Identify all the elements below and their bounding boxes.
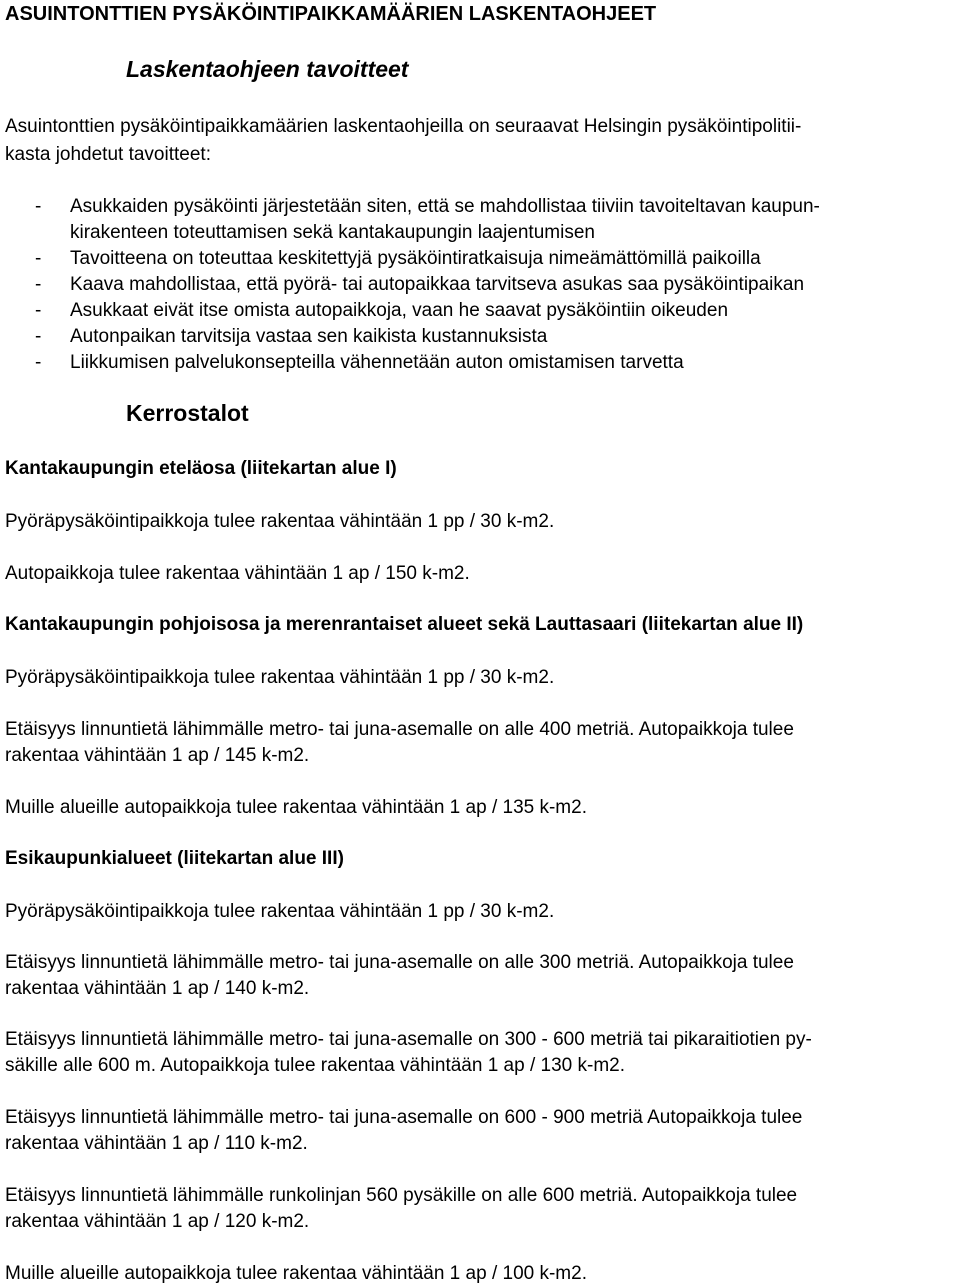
goal-item-continuation: kirakenteen toteuttamisen sekä kantakaupungin laajentumisen: [70, 222, 595, 243]
goal-item: Tavoitteena on toteuttaa keskitettyjä pysäköintiratkaisuja nimeämättömillä paikoilla: [70, 248, 761, 269]
area-3-rule-4-line-2: rakentaa vähintään 1 ap / 120 k-m2.: [5, 1211, 310, 1232]
area-3-rule-2-line-1: Etäisyys linnuntietä lähimmälle metro- tai juna-asemalle on 300 - 600 metriä tai pikaraitiotien py-: [5, 1029, 812, 1050]
area-1-bike-rule: Pyöräpysäköintipaikkoja tulee rakentaa vähintään 1 pp / 30 k-m2.: [5, 511, 555, 532]
area-2-other-rule: Muille alueille autopaikkoja tulee rakentaa vähintään 1 ap / 135 k-m2.: [5, 797, 587, 818]
intro-line-2: kasta johdetut tavoitteet:: [5, 144, 211, 165]
area-3-bike-rule: Pyöräpysäköintipaikkoja tulee rakentaa vähintään 1 pp / 30 k-m2.: [5, 901, 555, 922]
document-title: ASUINTONTTIEN PYSÄKÖINTIPAIKKAMÄÄRIEN LASKENTAOHJEET: [5, 3, 657, 25]
section-heading-kerrostalot: Kerrostalot: [126, 400, 249, 426]
area-2-near-rule-line-1: Etäisyys linnuntietä lähimmälle metro- tai juna-asemalle on alle 400 metriä. Autopaikkoja tulee: [5, 719, 794, 740]
area-1-heading: Kantakaupungin eteläosa (liitekartan alue I): [5, 458, 397, 479]
goal-item: Liikkumisen palvelukonsepteilla vähennetään auton omistamisen tarvetta: [70, 352, 684, 373]
intro-line-1: Asuintonttien pysäköintipaikkamäärien laskentaohjeilla on seuraavat Helsingin pysäköintipolitii-: [5, 116, 802, 137]
area-3-rule-3-line-2: rakentaa vähintään 1 ap / 110 k-m2.: [5, 1133, 308, 1154]
area-3-rule-4-line-1: Etäisyys linnuntietä lähimmälle runkolinjan 560 pysäkille on alle 600 metriä. Autopaikkoja tulee: [5, 1185, 798, 1206]
goal-item: Asukkaiden pysäköinti järjestetään siten, että se mahdollistaa tiiviin tavoiteltavan kaupun-: [70, 196, 820, 217]
goal-item: Autonpaikan tarvitsija vastaa sen kaikista kustannuksista: [70, 326, 548, 347]
area-3-rule-1-line-1: Etäisyys linnuntietä lähimmälle metro- tai juna-asemalle on alle 300 metriä. Autopaikkoja tulee: [5, 952, 794, 973]
area-3-other-rule: Muille alueille autopaikkoja tulee rakentaa vähintään 1 ap / 100 k-m2.: [5, 1263, 587, 1284]
bullet-marker: -: [35, 274, 42, 295]
area-2-heading: Kantakaupungin pohjoisosa ja merenrantaiset alueet sekä Lauttasaari (liitekartan alue II): [5, 614, 804, 635]
area-3-heading: Esikaupunkialueet (liitekartan alue III): [5, 848, 344, 869]
bullet-marker: -: [35, 300, 42, 321]
area-1-car-rule: Autopaikkoja tulee rakentaa vähintään 1 ap / 150 k-m2.: [5, 563, 470, 584]
bullet-marker: -: [35, 196, 42, 217]
bullet-marker: -: [35, 352, 42, 373]
bullet-marker: -: [35, 248, 42, 269]
area-3-rule-3-line-1: Etäisyys linnuntietä lähimmälle metro- tai juna-asemalle on 600 - 900 metriä Autopaikkoja tulee: [5, 1107, 803, 1128]
goal-item: Kaava mahdollistaa, että pyörä- tai autopaikkaa tarvitseva asukas saa pysäköintipaikan: [70, 274, 805, 295]
goal-item: Asukkaat eivät itse omista autopaikkoja, vaan he saavat pysäköintiin oikeuden: [70, 300, 729, 321]
goals-heading: Laskentaohjeen tavoitteet: [126, 56, 409, 82]
area-2-bike-rule: Pyöräpysäköintipaikkoja tulee rakentaa vähintään 1 pp / 30 k-m2.: [5, 667, 555, 688]
bullet-marker: -: [35, 326, 42, 347]
area-2-near-rule-line-2: rakentaa vähintään 1 ap / 145 k-m2.: [5, 745, 310, 766]
area-3-rule-2-line-2: säkille alle 600 m. Autopaikkoja tulee rakentaa vähintään 1 ap / 130 k-m2.: [5, 1055, 625, 1076]
area-3-rule-1-line-2: rakentaa vähintään 1 ap / 140 k-m2.: [5, 978, 310, 999]
